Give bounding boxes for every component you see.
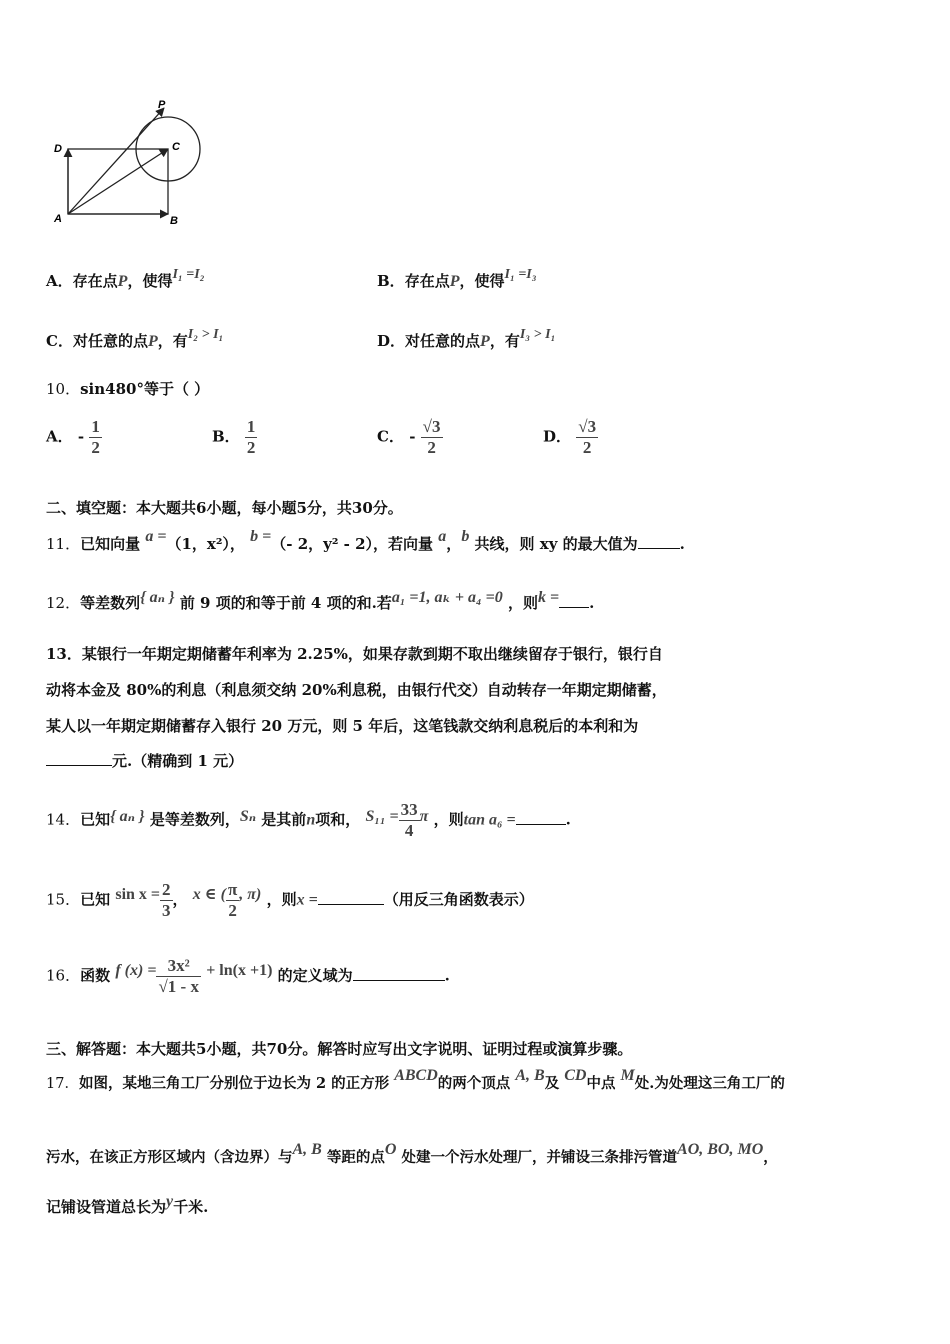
q17-line-2: 污水，在该正方形区域内（含边界）与A, B 等距的点O 处建一个污水处理厂，并铺设三条排污管道AO, BO, MO， (46, 1141, 778, 1166)
label-c: C (172, 141, 180, 153)
geometry-figure (48, 96, 208, 231)
q10-option-c: C． - $\frac{√3}{2}$ (377, 417, 441, 457)
q10-option-b: B． $\frac{1}{2}$ (212, 417, 256, 457)
section-3-heading: 三、解答题：本大题共5小题，共70分。解答时应写出文字说明、证明过程或演算步骤。 (46, 1040, 633, 1058)
label-a: A (54, 213, 62, 225)
q10-option-a: A． - $\frac{1}{2}$ (46, 417, 100, 457)
q9-option-d: D．对任意的点P，有I₃ > I₁ (377, 327, 556, 350)
q17-line-1: 17．如图，某地三角工厂分别位于边长为 2 的正方形 ABCD的两个顶点 A, B及 CD中点 M处.为处理这三角工厂的 (46, 1067, 785, 1092)
q13-line-2: 动将本金及 80%的利息（利息须交纳 20%利息税，由银行代交）自动转存一年期定期储蓄， (46, 681, 667, 699)
q13-line-4: 元.（精确到 1 元） (46, 750, 243, 771)
q16: 16．函数 f (x) = $\frac{\text{3x²}}{√1 - x}$ + ln(x +1) 的定义域为 . (46, 956, 450, 996)
q9-option-c: C．对任意的点P，有I₂ > I₁ (46, 327, 224, 350)
label-d: D (54, 143, 62, 155)
q14: 14．已知{ aₙ } 是等差数列，Sₙ 是其前n项和， S₁₁ = $\frac{33}{4}$ π ，则tan a₆ = . (46, 800, 571, 840)
section-2-heading: 二、填空题：本大题共6小题，每小题5分，共30分。 (46, 499, 403, 517)
q13-line-1: 13．某银行一年期定期储蓄年利率为 2.25%，如果存款到期不取出继续留存于银行，银行自 (46, 645, 663, 663)
q10-stem: 10．sin480°等于（ ） (46, 380, 210, 398)
q15: 15．已知 sin x = $\frac{2}{3}$ ， x ∈ ( $\frac{\pi}{2}$ , π) ，则x = （用反三角函数表示） (46, 880, 534, 920)
q11: 11．已知向量 a =（1，x²）， b =（- 2，y² - 2），若向量 a，b 共线，则 xy 的最大值为 . (46, 528, 685, 553)
label-p: P (158, 99, 166, 111)
q9-option-a: A．存在点P，使得I₁ =I₂ (46, 267, 205, 290)
label-b: B (170, 215, 178, 227)
q9-option-b: B．存在点P，使得I₁ =I₃ (377, 267, 537, 290)
q10-option-d: D． $\frac{√3}{2}$ (543, 417, 597, 457)
q13-line-3: 某人以一年期定期储蓄存入银行 20 万元，则 5 年后，这笔钱款交纳利息税后的本利和为 (46, 717, 639, 735)
q17-line-3: 记铺设管道总长为y千米. (46, 1193, 209, 1216)
q12: 12．等差数列{ aₙ } 前 9 项的和等于前 4 项的和.若a₁ =1, aₖ + a₄ =0 ，则k = . (46, 589, 595, 612)
